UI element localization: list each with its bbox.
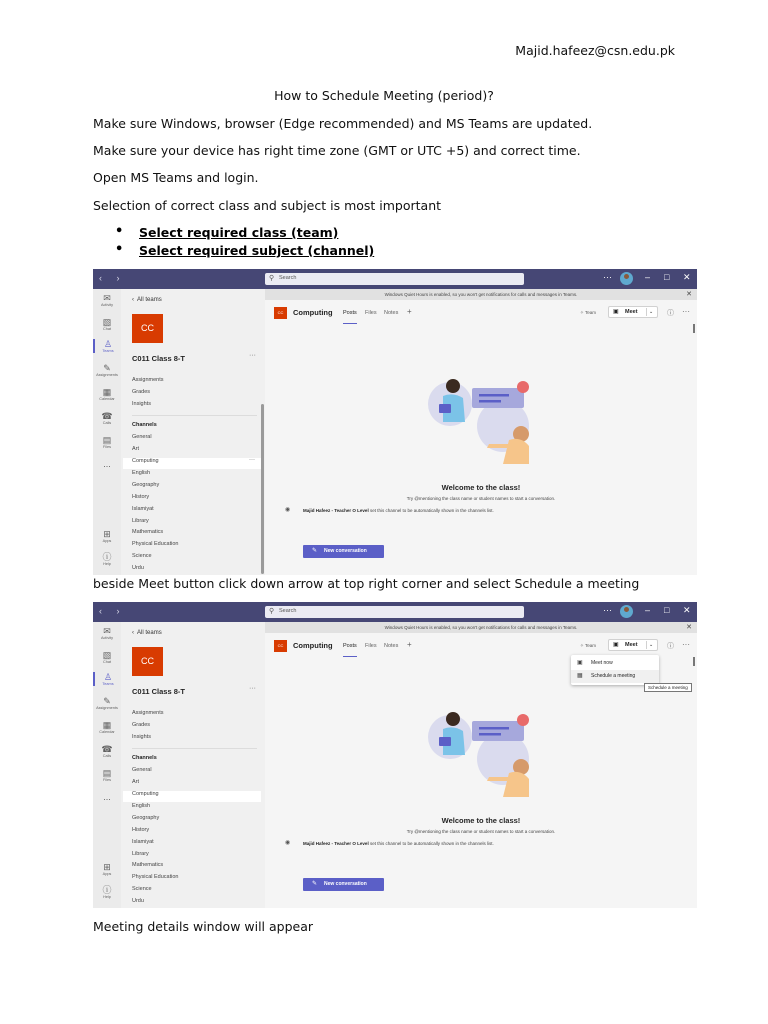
welcome-illustration-icon bbox=[415, 374, 535, 464]
caption-meeting-details: Meeting details window will appear bbox=[93, 919, 314, 934]
split-divider bbox=[646, 308, 647, 316]
back-label: All teams bbox=[137, 630, 162, 636]
team-more-icon[interactable]: ··· bbox=[249, 352, 256, 359]
note-author: Majid Hafeez - Teacher O Level bbox=[303, 508, 369, 513]
new-conversation-label: New conversation bbox=[324, 881, 367, 887]
meet-button-label: Meet bbox=[625, 309, 638, 315]
app-rail bbox=[93, 622, 121, 908]
rail-label: Help bbox=[103, 562, 111, 566]
search-input[interactable] bbox=[265, 273, 524, 285]
content-scrollbar[interactable] bbox=[693, 657, 695, 666]
team-name[interactable]: C011 Class 8-T bbox=[132, 687, 185, 696]
phone-icon: ☎ bbox=[101, 411, 113, 421]
note-text: set this channel to be automatically shown in the channels list. bbox=[369, 841, 494, 846]
rail-more[interactable] bbox=[93, 792, 121, 802]
channel-item[interactable]: Library bbox=[132, 518, 149, 524]
paragraph-selection: Selection of correct class and subject is most important bbox=[93, 198, 442, 213]
rail-help[interactable] bbox=[93, 885, 121, 899]
bullet-subject: • Select required subject (channel) bbox=[115, 243, 374, 261]
more-options-icon[interactable]: ··· bbox=[682, 307, 690, 316]
search-placeholder: Search bbox=[279, 275, 297, 281]
rail-label: Chat bbox=[102, 660, 112, 664]
rail-chat[interactable] bbox=[93, 650, 121, 664]
channel-item[interactable]: Library bbox=[132, 851, 149, 857]
channel-item-selected[interactable]: Computing bbox=[132, 791, 159, 797]
new-conversation-label: New conversation bbox=[324, 548, 367, 554]
team-panel bbox=[121, 622, 265, 908]
tab-files[interactable]: Files bbox=[365, 643, 377, 649]
welcome-subtitle: Try @mentioning the class name or student names to start a conversation. bbox=[406, 829, 556, 834]
channel-logo: CC bbox=[274, 640, 287, 652]
teams-screenshot-2 bbox=[93, 602, 697, 908]
team-button-label: Team bbox=[584, 310, 596, 315]
meet-button-label: Meet bbox=[625, 642, 638, 648]
back-to-teams[interactable] bbox=[132, 630, 162, 636]
channel-item[interactable]: Art bbox=[132, 446, 140, 452]
rail-chat[interactable] bbox=[93, 317, 121, 331]
rail-label: Activity bbox=[100, 303, 114, 307]
tab-posts[interactable]: Posts bbox=[343, 643, 357, 649]
calendar-icon: ▦ bbox=[102, 720, 112, 730]
assignments-icon: ✎ bbox=[103, 363, 111, 373]
bell-icon: ✉ bbox=[103, 626, 111, 636]
rail-calendar[interactable] bbox=[93, 720, 121, 734]
channel-item[interactable]: History bbox=[132, 827, 150, 833]
paragraph-login: Open MS Teams and login. bbox=[93, 170, 259, 185]
back-to-teams[interactable] bbox=[132, 297, 162, 303]
rail-assignments[interactable] bbox=[93, 363, 121, 377]
channel-title: Computing bbox=[293, 641, 333, 650]
channel-item[interactable]: Urdu bbox=[132, 898, 144, 904]
welcome-subtitle: Try @mentioning the class name or student names to start a conversation. bbox=[406, 496, 556, 501]
rail-label: Calendar bbox=[99, 397, 115, 401]
divider bbox=[132, 415, 257, 416]
note-author: Majid Hafeez - Teacher O Level bbox=[303, 841, 369, 846]
content-scrollbar[interactable] bbox=[693, 324, 695, 333]
search-placeholder: Search bbox=[279, 608, 297, 614]
channels-heading: Channels bbox=[132, 422, 157, 428]
paragraph-update: Make sure Windows, browser (Edge recommended) and MS Teams are updated. bbox=[93, 116, 593, 131]
rail-teams[interactable] bbox=[93, 339, 121, 353]
channel-note bbox=[303, 508, 494, 513]
quiet-hours-banner: Windows Quiet Hours is enabled, so you won't get notifications for calls and messages in Teams. bbox=[265, 289, 697, 300]
team-panel bbox=[121, 289, 265, 575]
channel-item[interactable]: Physical Education bbox=[132, 541, 179, 547]
chevron-left-icon: ‹ bbox=[132, 297, 134, 303]
channel-main bbox=[265, 289, 697, 575]
help-icon: ⓘ bbox=[102, 552, 112, 562]
paragraph-timezone: Make sure your device has right time zone (GMT or UTC +5) and correct time. bbox=[93, 143, 581, 158]
close-icon[interactable]: ✕ bbox=[683, 272, 691, 282]
calendar-icon: ▦ bbox=[577, 673, 583, 679]
nav-insights[interactable]: Insights bbox=[132, 401, 151, 407]
video-camera-icon: ▣ bbox=[613, 309, 619, 315]
teams-screenshot-1 bbox=[93, 269, 697, 575]
compose-icon: ✎ bbox=[312, 881, 318, 887]
rail-files[interactable] bbox=[93, 435, 121, 449]
author-email: Majid.hafeez@csn.edu.pk bbox=[515, 43, 675, 58]
banner-close-icon[interactable]: ✕ bbox=[686, 624, 692, 631]
more-icon: ... bbox=[103, 792, 111, 802]
minimize-icon[interactable]: – bbox=[645, 605, 651, 615]
channel-item[interactable]: General bbox=[132, 767, 152, 773]
rail-teams[interactable] bbox=[93, 672, 121, 686]
apps-icon: ⊞ bbox=[103, 529, 111, 539]
maximize-icon[interactable]: □ bbox=[664, 605, 670, 615]
channel-item[interactable]: Islamiyat bbox=[132, 839, 154, 845]
team-name[interactable]: C011 Class 8-T bbox=[132, 354, 185, 363]
maximize-icon[interactable]: □ bbox=[664, 272, 670, 282]
avatar[interactable] bbox=[620, 272, 633, 285]
new-conversation-button[interactable] bbox=[303, 878, 384, 891]
welcome-illustration-icon bbox=[415, 707, 535, 797]
info-icon[interactable]: ⓘ bbox=[667, 643, 674, 650]
nav-insights[interactable]: Insights bbox=[132, 734, 151, 740]
compose-icon: ✎ bbox=[312, 548, 318, 554]
rail-apps[interactable] bbox=[93, 862, 121, 876]
welcome-title: Welcome to the class! bbox=[441, 483, 521, 492]
nav-grades[interactable]: Grades bbox=[132, 389, 151, 395]
more-options-icon[interactable]: ··· bbox=[682, 640, 690, 649]
rail-label: Teams bbox=[102, 349, 114, 353]
nav-assignments[interactable]: Assignments bbox=[132, 710, 164, 716]
file-icon: ▤ bbox=[102, 768, 112, 778]
rail-label: Calls bbox=[102, 421, 112, 425]
channel-item[interactable]: Science bbox=[132, 886, 152, 892]
chat-icon: ▧ bbox=[102, 317, 112, 327]
rail-help[interactable] bbox=[93, 552, 121, 566]
rail-label: Apps bbox=[102, 539, 112, 543]
meet-button[interactable] bbox=[608, 306, 658, 318]
search-icon: ⚲ bbox=[269, 608, 275, 615]
rail-label: Assignments bbox=[96, 706, 118, 710]
channel-item[interactable]: General bbox=[132, 434, 152, 440]
rail-apps[interactable] bbox=[93, 529, 121, 543]
add-tab-icon[interactable]: + bbox=[407, 307, 412, 316]
split-divider bbox=[646, 641, 647, 649]
add-tab-icon[interactable]: + bbox=[407, 640, 412, 649]
channel-item[interactable]: Urdu bbox=[132, 565, 144, 571]
channel-main bbox=[265, 622, 697, 908]
bullet-list bbox=[115, 225, 374, 261]
channel-item[interactable]: Geography bbox=[132, 482, 160, 488]
video-camera-icon: ▣ bbox=[613, 642, 619, 648]
teams-icon: ♙ bbox=[103, 672, 113, 682]
channel-item[interactable]: English bbox=[132, 470, 151, 476]
channel-item[interactable]: Science bbox=[132, 553, 152, 559]
minimize-icon[interactable]: – bbox=[645, 272, 651, 282]
rail-calendar[interactable] bbox=[93, 387, 121, 401]
chat-icon: ▧ bbox=[102, 650, 112, 660]
welcome-title: Welcome to the class! bbox=[441, 816, 521, 825]
close-icon[interactable]: ✕ bbox=[683, 605, 691, 615]
note-text: set this channel to be automatically shown in the channels list. bbox=[369, 508, 494, 513]
menu-item-schedule-meeting[interactable] bbox=[571, 670, 659, 683]
info-icon[interactable]: ⓘ bbox=[667, 310, 674, 317]
rail-label: Activity bbox=[100, 636, 114, 640]
channel-more-icon[interactable]: ··· bbox=[249, 457, 255, 463]
team-more-icon[interactable]: ··· bbox=[249, 685, 256, 692]
rail-label: Calendar bbox=[99, 730, 115, 734]
menu-item-meet-now[interactable] bbox=[571, 657, 659, 670]
phone-icon: ☎ bbox=[101, 744, 113, 754]
rail-files[interactable] bbox=[93, 768, 121, 782]
channel-logo: CC bbox=[274, 307, 287, 319]
rail-calls[interactable] bbox=[93, 744, 121, 758]
rail-assignments[interactable] bbox=[93, 696, 121, 710]
search-input[interactable] bbox=[265, 606, 524, 618]
tab-posts[interactable]: Posts bbox=[343, 310, 357, 316]
channel-item[interactable]: History bbox=[132, 494, 150, 500]
rail-activity[interactable] bbox=[93, 626, 121, 640]
rail-label: Assignments bbox=[96, 373, 118, 377]
teams-titlebar bbox=[93, 602, 697, 622]
apps-icon: ⊞ bbox=[103, 862, 111, 872]
team-button-label: Team bbox=[584, 643, 596, 648]
tab-files[interactable]: Files bbox=[365, 310, 377, 316]
rail-label: Help bbox=[103, 895, 111, 899]
teams-icon: ♙ bbox=[103, 339, 113, 349]
channels-heading: Channels bbox=[132, 755, 157, 761]
panel-scrollbar[interactable] bbox=[261, 404, 264, 574]
channel-item[interactable]: Islamiyat bbox=[132, 506, 154, 512]
rail-label: Calls bbox=[102, 754, 112, 758]
document-title: How to Schedule Meeting (period)? bbox=[274, 88, 494, 103]
bell-icon: ✉ bbox=[103, 293, 111, 303]
rail-label: Files bbox=[102, 778, 112, 782]
search-icon: ⚲ bbox=[269, 275, 275, 282]
rail-calls[interactable] bbox=[93, 411, 121, 425]
file-icon: ▤ bbox=[102, 435, 112, 445]
rail-label: Chat bbox=[102, 327, 112, 331]
avatar[interactable] bbox=[620, 605, 633, 618]
chevron-left-icon: ‹ bbox=[132, 630, 134, 636]
tab-notes[interactable]: Notes bbox=[384, 643, 399, 649]
team-icon: ✧ bbox=[580, 643, 584, 648]
tab-notes[interactable]: Notes bbox=[384, 310, 399, 316]
team-button[interactable] bbox=[574, 640, 602, 651]
rail-label: Files bbox=[102, 445, 112, 449]
more-icon: ... bbox=[103, 459, 111, 469]
channel-item[interactable]: Mathematics bbox=[132, 862, 164, 868]
tab-underline bbox=[343, 656, 357, 657]
chevron-down-icon[interactable]: ⌄ bbox=[649, 309, 654, 315]
meet-dropdown-menu bbox=[571, 655, 659, 685]
nav-assignments[interactable]: Assignments bbox=[132, 377, 164, 383]
nav-grades[interactable]: Grades bbox=[132, 722, 151, 728]
team-button[interactable] bbox=[574, 307, 602, 318]
channel-item[interactable]: English bbox=[132, 803, 151, 809]
tab-underline bbox=[343, 323, 357, 324]
menu-item-label: Meet now bbox=[591, 660, 613, 666]
channel-item[interactable]: Physical Education bbox=[132, 874, 179, 880]
rail-label: Apps bbox=[102, 872, 112, 876]
chevron-down-icon[interactable]: ⌄ bbox=[649, 642, 654, 648]
meet-button[interactable] bbox=[608, 639, 658, 651]
app-rail bbox=[93, 289, 121, 575]
divider bbox=[132, 748, 257, 749]
eye-icon: ◉ bbox=[285, 507, 291, 513]
video-camera-icon: ▣ bbox=[577, 660, 583, 666]
menu-item-label: Schedule a meeting bbox=[591, 673, 636, 679]
quiet-hours-banner: Windows Quiet Hours is enabled, so you won't get notifications for calls and messages in Teams. bbox=[265, 622, 697, 633]
schedule-meeting-tooltip: Schedule a meeting bbox=[644, 683, 692, 692]
bullet-class: • Select required class (team) bbox=[115, 225, 374, 243]
back-label: All teams bbox=[137, 297, 162, 303]
assignments-icon: ✎ bbox=[103, 696, 111, 706]
rail-more[interactable] bbox=[93, 459, 121, 469]
eye-icon: ◉ bbox=[285, 840, 291, 846]
channel-item-selected[interactable]: Computing bbox=[132, 458, 159, 464]
help-icon: ⓘ bbox=[102, 885, 112, 895]
channel-item[interactable]: Mathematics bbox=[132, 529, 164, 535]
teams-titlebar bbox=[93, 269, 697, 289]
team-icon: ✧ bbox=[580, 310, 584, 315]
rail-activity[interactable] bbox=[93, 293, 121, 307]
more-options-icon[interactable]: ··· bbox=[603, 605, 612, 615]
team-logo: CC bbox=[132, 314, 163, 343]
team-logo: CC bbox=[132, 647, 163, 676]
new-conversation-button[interactable] bbox=[303, 545, 384, 558]
channel-item[interactable]: Art bbox=[132, 779, 140, 785]
nav-arrows-icon[interactable]: ‹ › bbox=[99, 273, 126, 283]
banner-close-icon[interactable]: ✕ bbox=[686, 291, 692, 298]
caption-meet-dropdown: beside Meet button click down arrow at top right corner and select Schedule a meeting bbox=[93, 576, 640, 591]
channel-title: Computing bbox=[293, 308, 333, 317]
more-options-icon[interactable]: ··· bbox=[603, 272, 612, 282]
calendar-icon: ▦ bbox=[102, 387, 112, 397]
nav-arrows-icon[interactable]: ‹ › bbox=[99, 606, 126, 616]
channel-item[interactable]: Geography bbox=[132, 815, 160, 821]
rail-label: Teams bbox=[102, 682, 114, 686]
channel-note bbox=[303, 841, 494, 846]
